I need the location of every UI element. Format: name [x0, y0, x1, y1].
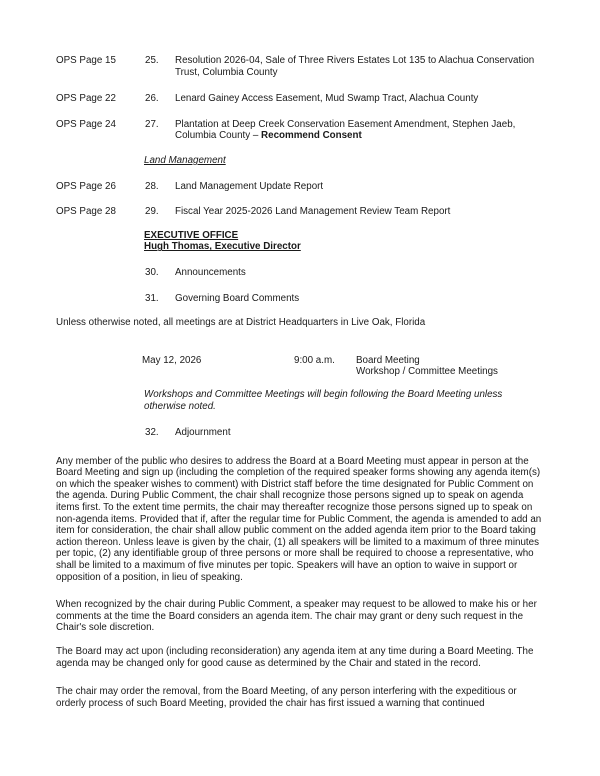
public-comment-paragraph: The chair may order the removal, from the Board Meeting, of any person interfering with the expeditious or orderly process of such Board Meeting, provided the chair has first issued a warning that continued: [56, 686, 517, 709]
item-text: Governing Board Comments: [175, 292, 300, 304]
item-number: 30.: [145, 266, 159, 278]
item-number: 26.: [145, 93, 159, 105]
item-text: [175, 119, 545, 142]
agenda-item-row: [56, 181, 545, 193]
meeting-schedule-row: [142, 355, 545, 378]
ops-page-ref: OPS Page 26: [56, 180, 116, 192]
ops-page-ref: OPS Page 28: [56, 206, 116, 218]
meeting-event-line: Board Meeting: [356, 354, 420, 366]
workshop-note: Workshops and Committee Meetings will begin following the Board Meeting unless otherwise noted.: [144, 388, 503, 412]
agenda-item-row: [56, 427, 545, 439]
agenda-item-row: [56, 206, 545, 218]
meeting-time: 9:00 a.m.: [294, 354, 335, 366]
item-number: 25.: [145, 55, 159, 66]
executive-office-heading-text: EXECUTIVE OFFICE: [144, 229, 239, 241]
location-note: Unless otherwise noted, all meetings are at District Headquarters in Live Oak, Florida: [56, 317, 426, 329]
meeting-events: [356, 355, 545, 378]
item-text: Lenard Gainey Access Easement, Mud Swamp Tract, Alachua County: [175, 93, 479, 105]
meeting-event-line: Workshop / Committee Meetings: [356, 366, 498, 378]
item-number: 29.: [145, 206, 159, 218]
section-heading-executive-office: [144, 230, 545, 253]
agenda-item-row: [56, 293, 545, 305]
ops-page-ref: OPS Page 15: [56, 55, 116, 66]
item-text: Adjournment: [175, 427, 231, 439]
ops-page-ref: OPS Page 22: [56, 93, 116, 105]
agenda-item-row: [56, 119, 545, 142]
item-text-normal: Plantation at Deep Creek Conservation Easement Amendment, Stephen Jaeb, Columbia County –: [175, 118, 516, 142]
executive-director-heading-text: Hugh Thomas, Executive Director: [144, 241, 301, 253]
section-heading-land-management: [144, 155, 545, 167]
agenda-item-row: [56, 55, 545, 78]
item-number: 31.: [145, 292, 159, 304]
public-comment-paragraph: Any member of the public who desires to address the Board at a Board Meeting must appear in person at the Board Meeting and sign up (including the completion of the required speaker forms showing any agenda item(s) on which the speaker wishes to comment) with District staff before the time designated for Public Comment on the agenda. During Public Comment, the chair shall recognize those persons signed up to speak on agenda items first. To the extent time permits, the chair may thereafter recognize those persons signed up to speak on non-agenda items. Provided that if, after the regular time for Public Comment, the agenda is amended to add an item for consideration, the chair shall allow public comment on the added agenda item prior to the Board taking action thereon. Unless leave is given by the chair, (1) all speakers will be limited to a maximum of three minutes per topic, (2) any identifiable group of three persons or more shall be required to choose a representative, who shall be limited to a maximum of five minutes per topic. Speakers will have an option to waive in support or opposition of a position, in lieu of speaking.: [56, 455, 542, 583]
item-number: 28.: [145, 180, 159, 192]
item-number: 27.: [145, 118, 159, 130]
ops-page-ref: OPS Page 24: [56, 118, 116, 130]
meeting-date: May 12, 2026: [142, 354, 202, 366]
item-text: Announcements: [175, 266, 246, 278]
item-text: Fiscal Year 2025-2026 Land Management Review Team Report: [175, 206, 451, 218]
item-number: 32.: [145, 427, 159, 439]
land-management-heading-text: Land Management: [144, 154, 226, 166]
agenda-item-row: [56, 267, 545, 279]
agenda-item-row: [56, 93, 545, 105]
item-text: Resolution 2026-04, Sale of Three Rivers Estates Lot 135 to Alachua Conservation Trust, Columbia County: [175, 55, 535, 78]
public-comment-paragraph: The Board may act upon (including reconsideration) any agenda item at any time during a Board Meeting. The agenda may be changed only for good cause as determined by the Chair and stated in the record.: [56, 646, 534, 669]
public-comment-paragraph: When recognized by the chair during Public Comment, a speaker may request to be allowed to make his or her comments at the time the Board considers an agenda item. The chair may grant or deny such request in the Chair's sole discretion.: [56, 599, 537, 634]
item-text: Land Management Update Report: [175, 180, 324, 192]
item-text-recommendation: Recommend Consent: [261, 130, 362, 142]
